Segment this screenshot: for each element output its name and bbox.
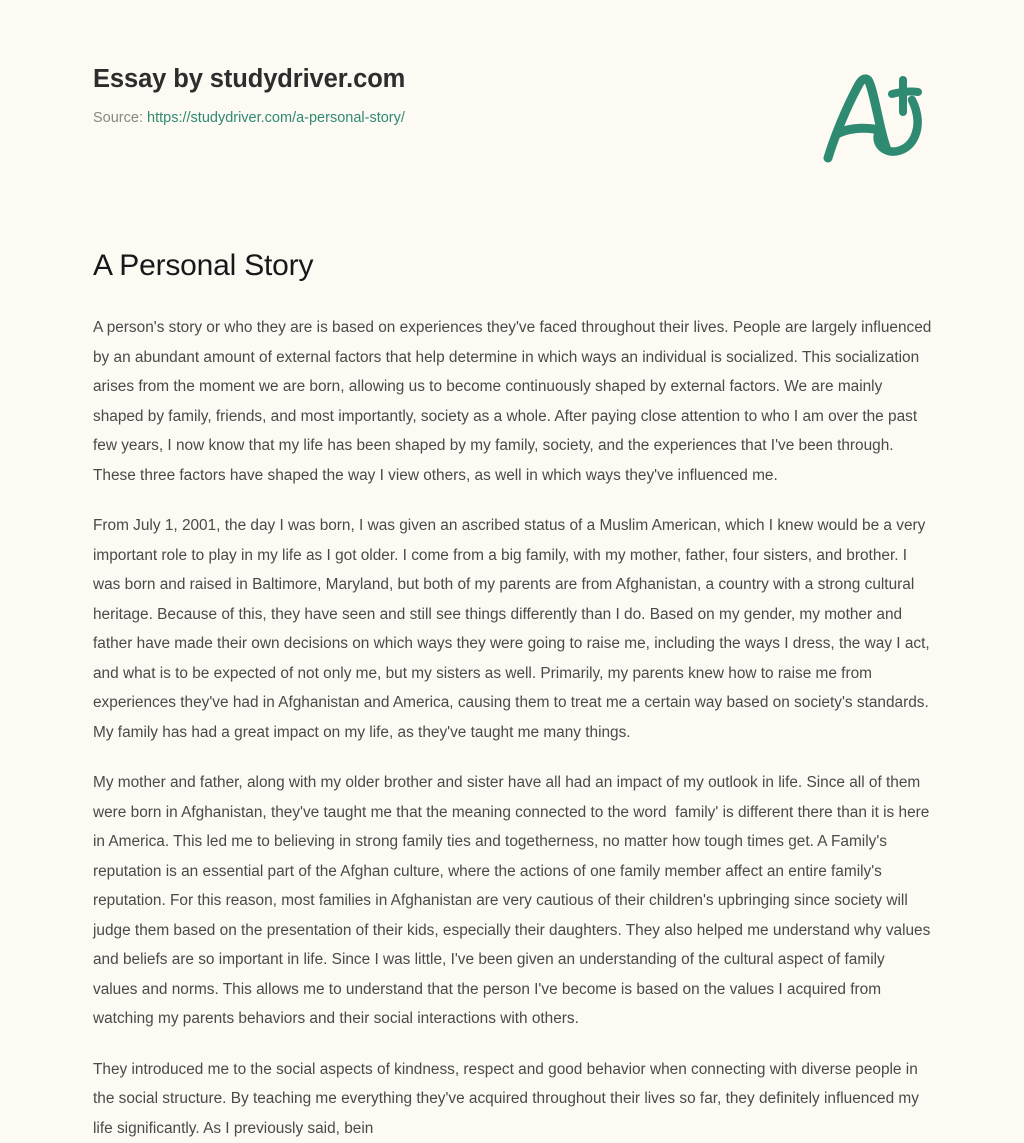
essay-paragraph: They introduced me to the social aspects of kindness, respect and good behavior when connecting with diverse people in the social structure. By teaching me everything they've acquired throughout their lives so far, they definitely influenced my life significantly. As I previously said, bein (93, 1055, 933, 1143)
source-url-link[interactable]: https://studydriver.com/a-personal-story/ (147, 110, 405, 126)
brand-title: Essay by studydriver.com (93, 64, 953, 95)
essay-paragraph: A person's story or who they are is based on experiences they've faced throughout their lives. People are largely influenced by an abundant amount of external factors that help determine in which ways an individual is socialized. This socialization arises from the moment we are born, allowing us to become continuously shaped by external factors. We are mainly shaped by family, friends, and most importantly, society as a whole. After paying close attention to who I am over the past few years, I now know that my life has been shaped by my family, society, and the experiences that I've been through. These three factors have shaped the way I view others, as well in which ways they've influenced me. (93, 313, 933, 490)
essay-body (93, 313, 933, 1143)
essay-paragraph: My mother and father, along with my older brother and sister have all had an impact of my outlook in life. Since all of them were born in Afghanistan, they've taught me that the meaning connected to the word family' is different there than it is here in America. This led me to believing in strong family ties and togetherness, no matter how tough times get. A Family's reputation is an essential part of the Afghan culture, where the actions of one family member affect an entire family's reputation. For this reason, most families in Afghanistan are very cautious of their children's upbringing since society will judge them based on the presentation of their kids, especially their daughters. They also helped me understand why values and beliefs are so important in life. Since I was little, I've been given an understanding of the cultural aspect of family values and norms. This allows me to understand that the person I've become is based on the values I acquired from watching my parents behaviors and their social interactions with others. (93, 768, 933, 1034)
source-label: Source: (93, 110, 143, 126)
essay-paragraph: From July 1, 2001, the day I was born, I was given an ascribed status of a Muslim American, which I knew would be a very important role to play in my life as I got older. I come from a big family, with my mother, father, four sisters, and brother. I was born and raised in Baltimore, Maryland, but both of my parents are from Afghanistan, a country with a strong cultural heritage. Because of this, they have seen and still see things differently than I do. Based on my gender, my mother and father have made their own decisions on which ways they were going to raise me, including the ways I dress, the way I act, and what is to be expected of not only me, but my sisters as well. Primarily, my parents knew how to raise me from experiences they've had in Afghanistan and America, causing them to treat me a certain way based on society's standards. My family has had a great impact on my life, as they've taught me many things. (93, 511, 933, 747)
a-plus-logo-icon (808, 60, 936, 172)
page-title: A Personal Story (93, 247, 313, 285)
